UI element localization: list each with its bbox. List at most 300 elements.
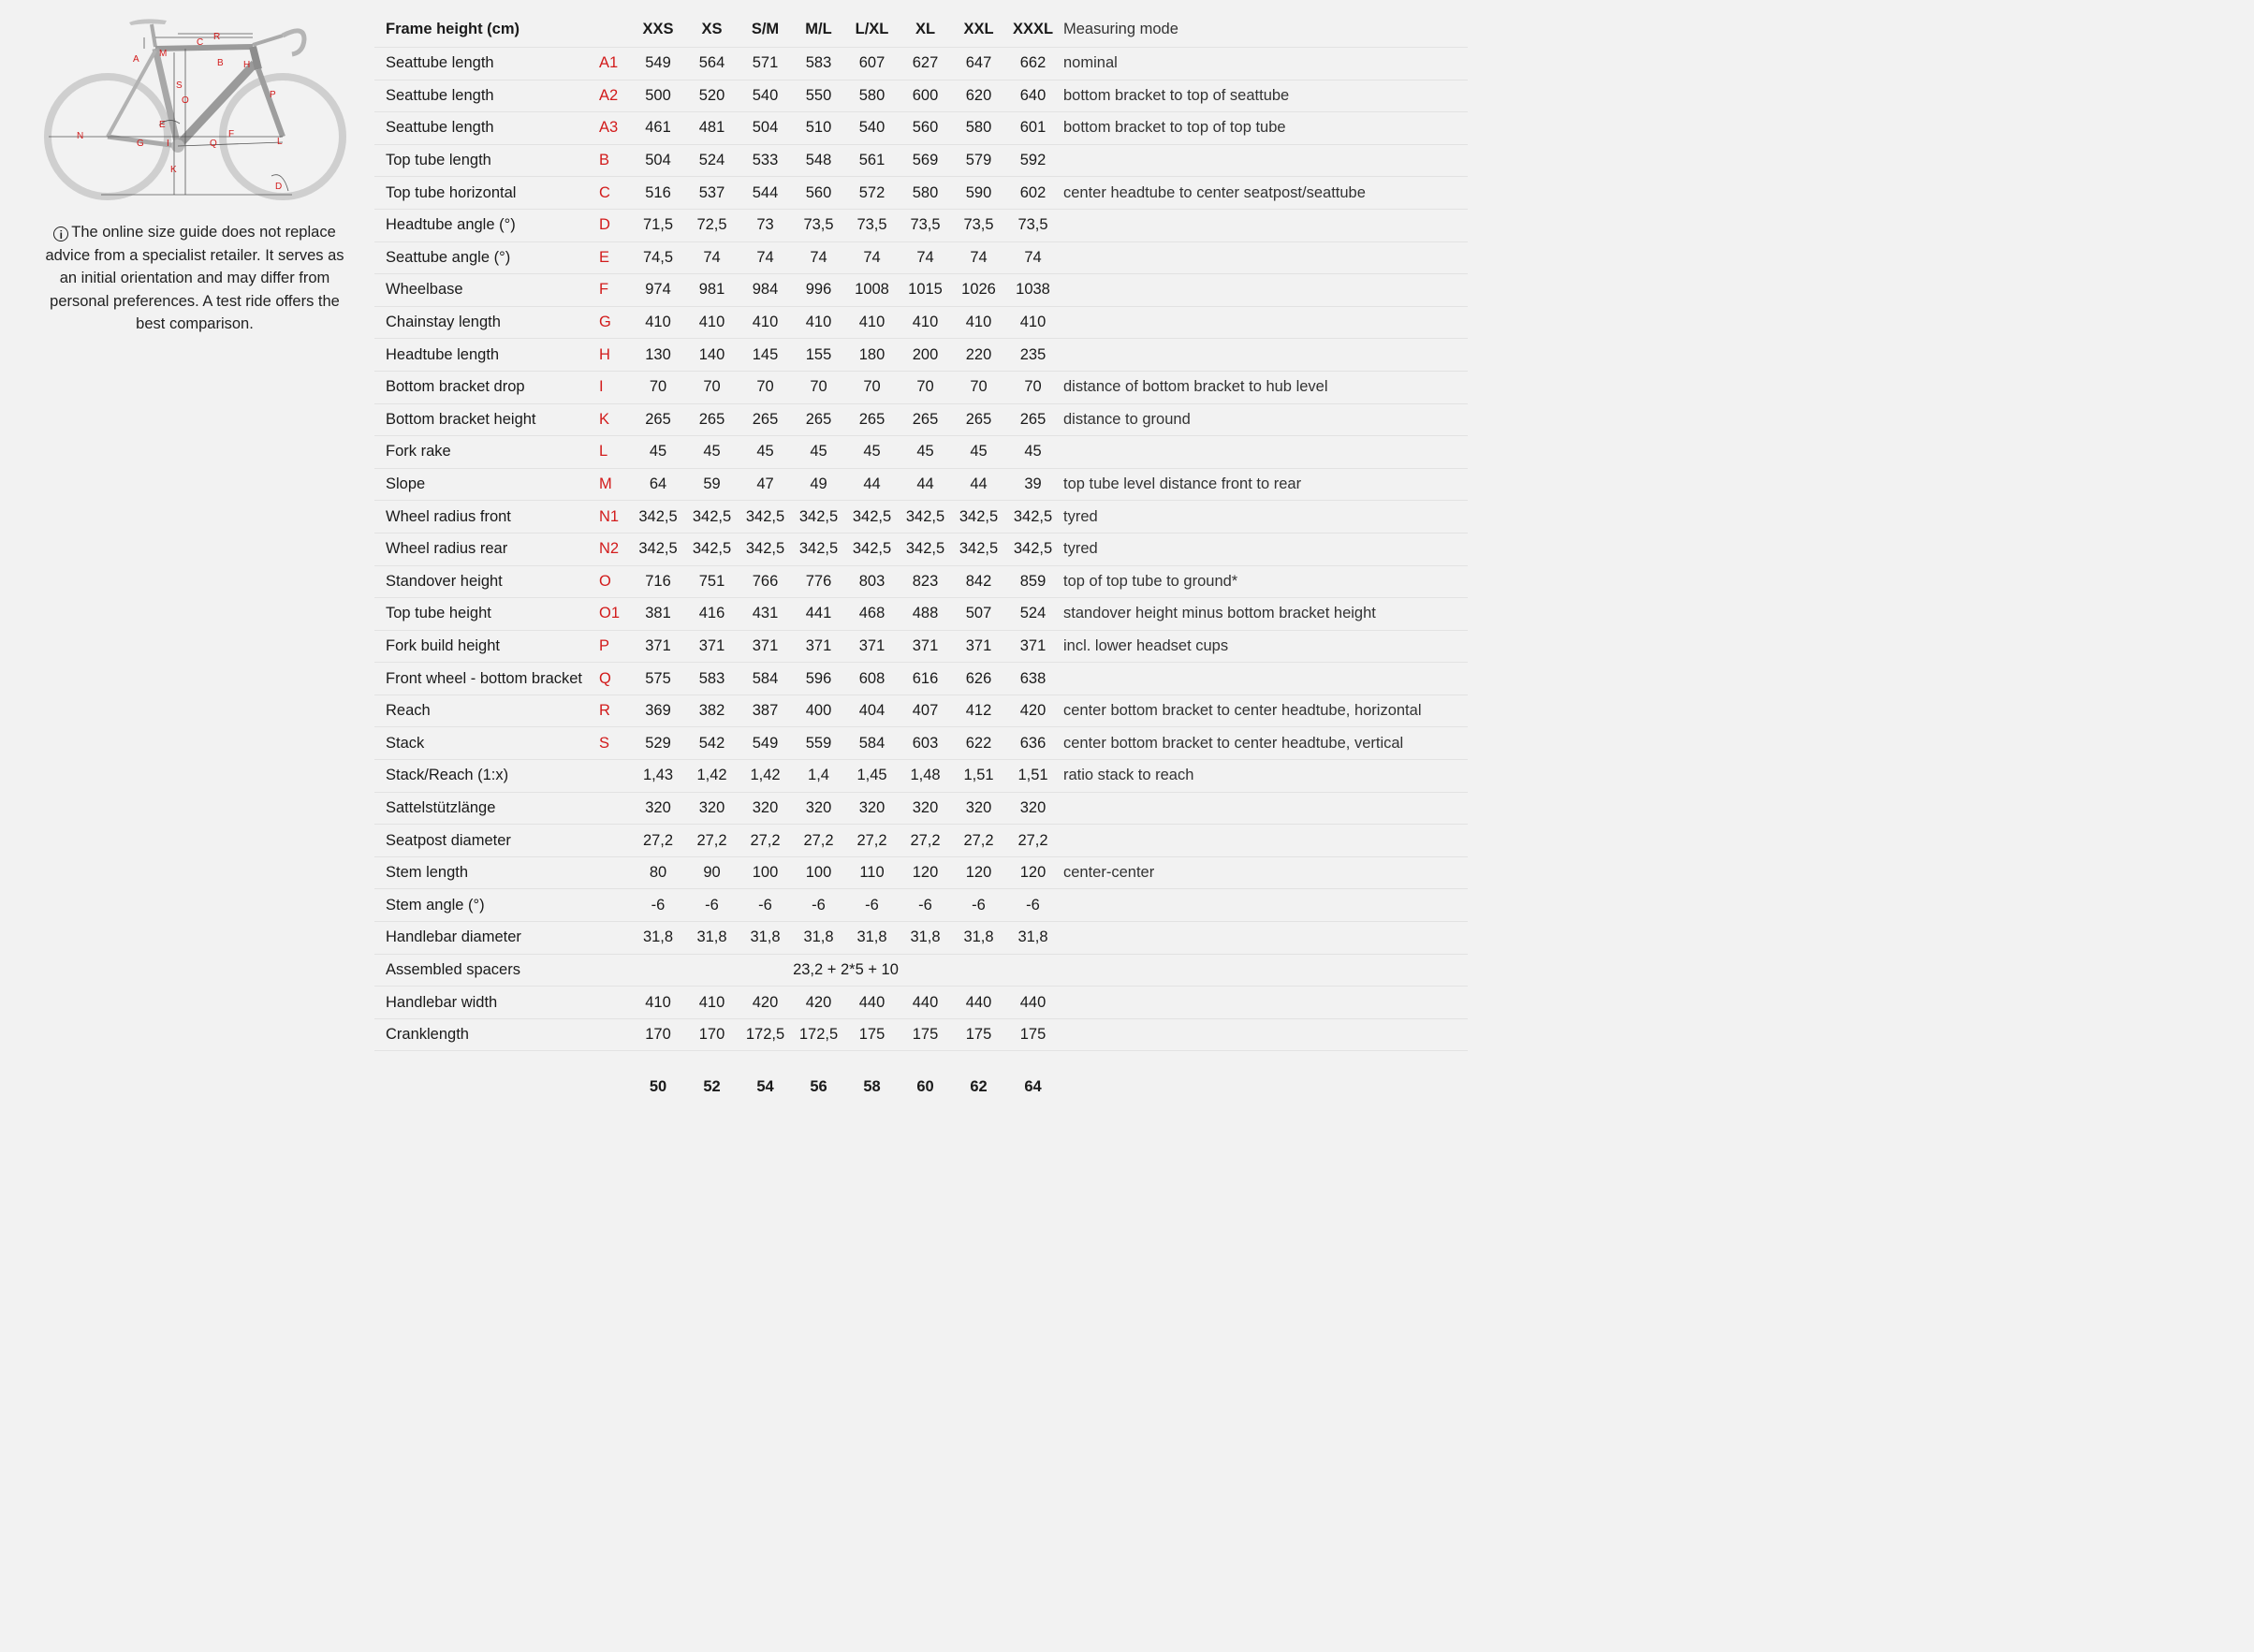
cell-value: 27,2: [899, 825, 952, 857]
cell-value: 73,5: [1005, 209, 1061, 241]
row-label: Headtube length: [374, 339, 599, 372]
row-label: Top tube height: [374, 598, 599, 631]
cell-value: 200: [899, 339, 952, 372]
cell-value: 172,5: [739, 1018, 792, 1051]
frame-height-value: 52: [703, 1077, 721, 1095]
cell-value: 140: [685, 339, 739, 372]
cell-value: 145: [739, 339, 792, 372]
svg-text:D: D: [275, 182, 283, 192]
cell-value: 507: [952, 598, 1005, 631]
cell-value: 70: [1005, 371, 1061, 403]
svg-text:N: N: [77, 131, 84, 141]
table-row: [374, 403, 1468, 436]
cell-value: 584: [739, 663, 792, 695]
cell-value: 504: [631, 144, 685, 177]
row-label: Seattube length: [374, 48, 599, 80]
row-label: Stack: [374, 727, 599, 760]
cell-value: 100: [792, 856, 845, 889]
row-code: P: [599, 630, 631, 663]
cell-value: 560: [792, 177, 845, 210]
cell-value: 31,8: [631, 922, 685, 955]
size-header: S/M: [739, 11, 792, 48]
cell-value: 371: [845, 630, 899, 663]
row-measuring-mode: bottom bracket to top of seattube: [1061, 80, 1468, 112]
table-row: [374, 954, 1468, 987]
cell-value: -6: [792, 889, 845, 922]
row-label: Handlebar width: [374, 987, 599, 1019]
cell-value: 73,5: [792, 209, 845, 241]
row-code: E: [599, 241, 631, 274]
cell-value: 320: [845, 792, 899, 825]
row-code: Q: [599, 663, 631, 695]
cell-value: 636: [1005, 727, 1061, 760]
row-code: M: [599, 468, 631, 501]
cell-value: 420: [792, 987, 845, 1019]
cell-value: 1015: [899, 274, 952, 307]
cell-value: 27,2: [739, 825, 792, 857]
row-measuring-mode: distance of bottom bracket to hub level: [1061, 371, 1468, 403]
cell-value: 44: [952, 468, 1005, 501]
cell-value: 39: [1005, 468, 1061, 501]
size-guide-note: [37, 221, 352, 336]
cell-value: 27,2: [845, 825, 899, 857]
table-row: [374, 987, 1468, 1019]
cell-value: 64: [631, 468, 685, 501]
cell-value: 180: [845, 339, 899, 372]
cell-value: 265: [685, 403, 739, 436]
cell-value: 1,45: [845, 760, 899, 793]
cell-value: 90: [685, 856, 739, 889]
row-code: L: [599, 436, 631, 469]
cell-value: -6: [845, 889, 899, 922]
svg-text:K: K: [170, 165, 177, 175]
cell-value: 468: [845, 598, 899, 631]
cell-value: 371: [1005, 630, 1061, 663]
cell-value: 45: [952, 436, 1005, 469]
row-measuring-mode: distance to ground: [1061, 403, 1468, 436]
info-icon: i: [53, 227, 68, 241]
row-measuring-mode: tyred: [1061, 533, 1468, 565]
cell-value: 751: [685, 565, 739, 598]
table-row: [374, 48, 1468, 80]
cell-value: 175: [952, 1018, 1005, 1051]
row-label: Slope: [374, 468, 599, 501]
cell-value: 31,8: [685, 922, 739, 955]
cell-value: 410: [952, 306, 1005, 339]
row-code: [599, 760, 631, 793]
row-measuring-mode: [1061, 436, 1468, 469]
cell-value: 49: [792, 468, 845, 501]
cell-value: 80: [631, 856, 685, 889]
cell-value: 533: [739, 144, 792, 177]
table-row: [374, 922, 1468, 955]
cell-value: 342,5: [952, 501, 1005, 534]
row-code: B: [599, 144, 631, 177]
cell-value: 410: [845, 306, 899, 339]
cell-value: 564: [685, 48, 739, 80]
cell-value: 70: [739, 371, 792, 403]
table-row: [374, 241, 1468, 274]
table-row: [374, 501, 1468, 534]
table-row: [374, 856, 1468, 889]
svg-text:B: B: [217, 58, 224, 68]
size-header: M/L: [792, 11, 845, 48]
cell-value: 1,43: [631, 760, 685, 793]
cell-value: 601: [1005, 112, 1061, 145]
cell-value: 265: [1005, 403, 1061, 436]
cell-value: 31,8: [739, 922, 792, 955]
cell-value: 608: [845, 663, 899, 695]
cell-value: 342,5: [792, 533, 845, 565]
cell-value: 59: [685, 468, 739, 501]
row-measuring-mode: [1061, 209, 1468, 241]
size-header: XXXL: [1005, 11, 1061, 48]
cell-value: 410: [792, 306, 845, 339]
cell-value: 580: [899, 177, 952, 210]
row-measuring-mode: nominal: [1061, 48, 1468, 80]
table-row: [374, 306, 1468, 339]
cell-value: 74: [899, 241, 952, 274]
table-row: [374, 825, 1468, 857]
row-measuring-mode: [1061, 922, 1468, 955]
cell-value: 74: [952, 241, 1005, 274]
cell-value: 342,5: [739, 533, 792, 565]
cell-value: 520: [685, 80, 739, 112]
cell-value: 516: [631, 177, 685, 210]
cell-value: 265: [899, 403, 952, 436]
row-code: N2: [599, 533, 631, 565]
cell-value: 320: [792, 792, 845, 825]
cell-value: 441: [792, 598, 845, 631]
row-code: A2: [599, 80, 631, 112]
cell-value: 647: [952, 48, 1005, 80]
cell-value: 371: [952, 630, 1005, 663]
cell-value: 766: [739, 565, 792, 598]
row-measuring-mode: standover height minus bottom bracket height: [1061, 598, 1468, 631]
row-label: Bottom bracket drop: [374, 371, 599, 403]
table-row: [374, 209, 1468, 241]
cell-value: 620: [952, 80, 1005, 112]
row-code: S: [599, 727, 631, 760]
row-code: H: [599, 339, 631, 372]
cell-value: 1,4: [792, 760, 845, 793]
row-code: A3: [599, 112, 631, 145]
cell-value: 342,5: [631, 533, 685, 565]
frame-height-value: 50: [649, 1077, 667, 1095]
row-label: Reach: [374, 694, 599, 727]
row-measuring-mode: [1061, 889, 1468, 922]
cell-value: -6: [899, 889, 952, 922]
svg-text:Q: Q: [210, 139, 217, 149]
cell-value: 320: [952, 792, 1005, 825]
cell-value: 537: [685, 177, 739, 210]
row-measuring-mode: center bottom bracket to center headtube, vertical: [1061, 727, 1468, 760]
cell-value: 45: [845, 436, 899, 469]
frame-height-value: 62: [970, 1077, 988, 1095]
cell-value: 342,5: [845, 533, 899, 565]
cell-value: 74: [685, 241, 739, 274]
row-code: [599, 987, 631, 1019]
row-measuring-mode: [1061, 987, 1468, 1019]
cell-value: 549: [739, 727, 792, 760]
cell-value: 235: [1005, 339, 1061, 372]
table-row: [374, 598, 1468, 631]
cell-value: 71,5: [631, 209, 685, 241]
cell-value: 44: [845, 468, 899, 501]
frame-height-row: [374, 1051, 1468, 1114]
cell-value: 410: [685, 987, 739, 1019]
cell-value: 407: [899, 694, 952, 727]
cell-value: 510: [792, 112, 845, 145]
row-measuring-mode: center-center: [1061, 856, 1468, 889]
cell-value: 320: [739, 792, 792, 825]
cell-value: 320: [631, 792, 685, 825]
bike-geometry-diagram: [37, 11, 356, 204]
cell-value: 170: [631, 1018, 685, 1051]
cell-value: 371: [739, 630, 792, 663]
cell-value: 592: [1005, 144, 1061, 177]
table-row: [374, 889, 1468, 922]
svg-text:L: L: [277, 137, 283, 147]
cell-value: 371: [631, 630, 685, 663]
measuring-mode-header: Measuring mode: [1061, 11, 1468, 48]
cell-value: 590: [952, 177, 1005, 210]
cell-value: 544: [739, 177, 792, 210]
cell-value: 410: [631, 987, 685, 1019]
cell-value: 45: [792, 436, 845, 469]
cell-value: 580: [952, 112, 1005, 145]
row-label: Stack/Reach (1:x): [374, 760, 599, 793]
cell-value: 155: [792, 339, 845, 372]
cell-value: 542: [685, 727, 739, 760]
cell-value: 404: [845, 694, 899, 727]
cell-value: 31,8: [899, 922, 952, 955]
svg-text:H: H: [243, 60, 251, 70]
cell-value: 45: [739, 436, 792, 469]
cell-value: 540: [739, 80, 792, 112]
row-code: A1: [599, 48, 631, 80]
row-code: I: [599, 371, 631, 403]
row-label: Sattelstützlänge: [374, 792, 599, 825]
cell-value: 371: [899, 630, 952, 663]
row-code: [599, 889, 631, 922]
row-measuring-mode: bottom bracket to top of top tube: [1061, 112, 1468, 145]
cell-value: 440: [899, 987, 952, 1019]
cell-value: 420: [739, 987, 792, 1019]
cell-value: 175: [845, 1018, 899, 1051]
cell-value: 73,5: [845, 209, 899, 241]
frame-height-header: Frame height (cm): [374, 11, 599, 48]
cell-value: 170: [685, 1018, 739, 1051]
cell-value: 371: [685, 630, 739, 663]
cell-value: 45: [1005, 436, 1061, 469]
cell-value: 45: [685, 436, 739, 469]
cell-value: 70: [952, 371, 1005, 403]
cell-value: 27,2: [631, 825, 685, 857]
cell-value: 44: [899, 468, 952, 501]
cell-value: 823: [899, 565, 952, 598]
cell-value: 716: [631, 565, 685, 598]
cell-value: 320: [899, 792, 952, 825]
row-label: Stem length: [374, 856, 599, 889]
cell-value: 27,2: [952, 825, 1005, 857]
cell-value: 100: [739, 856, 792, 889]
table-row: [374, 80, 1468, 112]
cell-value: 74: [845, 241, 899, 274]
cell-value: 73,5: [952, 209, 1005, 241]
cell-value: 572: [845, 177, 899, 210]
cell-value: 602: [1005, 177, 1061, 210]
row-measuring-mode: [1061, 954, 1468, 987]
cell-value: 580: [845, 80, 899, 112]
cell-value: 603: [899, 727, 952, 760]
row-code: [599, 922, 631, 955]
row-label: Chainstay length: [374, 306, 599, 339]
cell-value: 420: [1005, 694, 1061, 727]
svg-text:E: E: [159, 120, 166, 130]
cell-value: 626: [952, 663, 1005, 695]
cell-value: 524: [685, 144, 739, 177]
cell-value: 550: [792, 80, 845, 112]
table-row: [374, 694, 1468, 727]
row-measuring-mode: top tube level distance front to rear: [1061, 468, 1468, 501]
row-label: Wheelbase: [374, 274, 599, 307]
row-label: Handlebar diameter: [374, 922, 599, 955]
svg-text:G: G: [137, 139, 144, 149]
cell-value: 981: [685, 274, 739, 307]
cell-value: 410: [685, 306, 739, 339]
size-header: XXL: [952, 11, 1005, 48]
geometry-table: [374, 11, 1468, 1113]
cell-value: 481: [685, 112, 739, 145]
cell-value: -6: [631, 889, 685, 922]
cell-value: 412: [952, 694, 1005, 727]
cell-value: 265: [739, 403, 792, 436]
cell-value: 461: [631, 112, 685, 145]
cell-value: 500: [631, 80, 685, 112]
cell-value: 265: [792, 403, 845, 436]
cell-value: 120: [899, 856, 952, 889]
cell-value: 73,5: [899, 209, 952, 241]
cell-value: -6: [1005, 889, 1061, 922]
frame-height-value: 54: [756, 1077, 774, 1095]
row-code: O1: [599, 598, 631, 631]
row-measuring-mode: [1061, 306, 1468, 339]
row-measuring-mode: [1061, 274, 1468, 307]
row-label: Assembled spacers: [374, 954, 599, 987]
cell-value: 524: [1005, 598, 1061, 631]
table-row: [374, 112, 1468, 145]
cell-value: 410: [899, 306, 952, 339]
cell-value: 342,5: [1005, 501, 1061, 534]
cell-value: 571: [739, 48, 792, 80]
cell-value: 640: [1005, 80, 1061, 112]
size-header: XS: [685, 11, 739, 48]
cell-value: 561: [845, 144, 899, 177]
cell-value: 74: [739, 241, 792, 274]
cell-value: 31,8: [792, 922, 845, 955]
svg-text:A: A: [133, 54, 139, 65]
cell-value: 342,5: [845, 501, 899, 534]
cell-value: 540: [845, 112, 899, 145]
cell-value: 369: [631, 694, 685, 727]
cell-value: 488: [899, 598, 952, 631]
row-code: F: [599, 274, 631, 307]
table-row: [374, 1018, 1468, 1051]
cell-value: 410: [739, 306, 792, 339]
svg-text:S: S: [176, 80, 183, 91]
cell-value: 387: [739, 694, 792, 727]
cell-value: 110: [845, 856, 899, 889]
cell-value: 529: [631, 727, 685, 760]
cell-value: 120: [952, 856, 1005, 889]
cell-value: 342,5: [631, 501, 685, 534]
cell-value: 371: [792, 630, 845, 663]
cell-value: 27,2: [792, 825, 845, 857]
frame-height-value: 60: [916, 1077, 934, 1095]
cell-value: 320: [1005, 792, 1061, 825]
row-label: Seattube length: [374, 80, 599, 112]
cell-value: 74,5: [631, 241, 685, 274]
cell-value: 1038: [1005, 274, 1061, 307]
row-measuring-mode: center bottom bracket to center headtube, horizontal: [1061, 694, 1468, 727]
table-row: [374, 339, 1468, 372]
cell-value: 70: [792, 371, 845, 403]
row-code: [599, 825, 631, 857]
cell-value: 859: [1005, 565, 1061, 598]
row-label: Headtube angle (°): [374, 209, 599, 241]
row-measuring-mode: tyred: [1061, 501, 1468, 534]
cell-value: -6: [952, 889, 1005, 922]
cell-value: 607: [845, 48, 899, 80]
cell-value: -6: [685, 889, 739, 922]
row-code: G: [599, 306, 631, 339]
cell-value: 47: [739, 468, 792, 501]
cell-value: 72,5: [685, 209, 739, 241]
row-measuring-mode: [1061, 792, 1468, 825]
row-measuring-mode: [1061, 339, 1468, 372]
note-text: The online size guide does not replace advice from a specialist retailer. It serves as an initial orientation and may differ from personal preferences. A test ride offers the best comparison.: [45, 224, 344, 332]
cell-value: 45: [899, 436, 952, 469]
cell-value: 575: [631, 663, 685, 695]
table-row: [374, 371, 1468, 403]
row-label: Bottom bracket height: [374, 403, 599, 436]
cell-value: 410: [631, 306, 685, 339]
row-code: [599, 792, 631, 825]
row-measuring-mode: [1061, 241, 1468, 274]
cell-value: 172,5: [792, 1018, 845, 1051]
cell-value: 220: [952, 339, 1005, 372]
cell-value: 1,51: [952, 760, 1005, 793]
cell-value: 342,5: [685, 533, 739, 565]
cell-value: 584: [845, 727, 899, 760]
cell-value: 45: [631, 436, 685, 469]
cell-value: 416: [685, 598, 739, 631]
svg-text:P: P: [270, 90, 276, 100]
cell-value: 342,5: [685, 501, 739, 534]
cell-value: 130: [631, 339, 685, 372]
cell-value: 431: [739, 598, 792, 631]
row-measuring-mode: [1061, 1018, 1468, 1051]
table-row: [374, 792, 1468, 825]
cell-value: 560: [899, 112, 952, 145]
cell-value: 31,8: [952, 922, 1005, 955]
row-code: [599, 856, 631, 889]
cell-value: 342,5: [1005, 533, 1061, 565]
cell-value: 1,51: [1005, 760, 1061, 793]
cell-value: 638: [1005, 663, 1061, 695]
cell-value: 342,5: [739, 501, 792, 534]
